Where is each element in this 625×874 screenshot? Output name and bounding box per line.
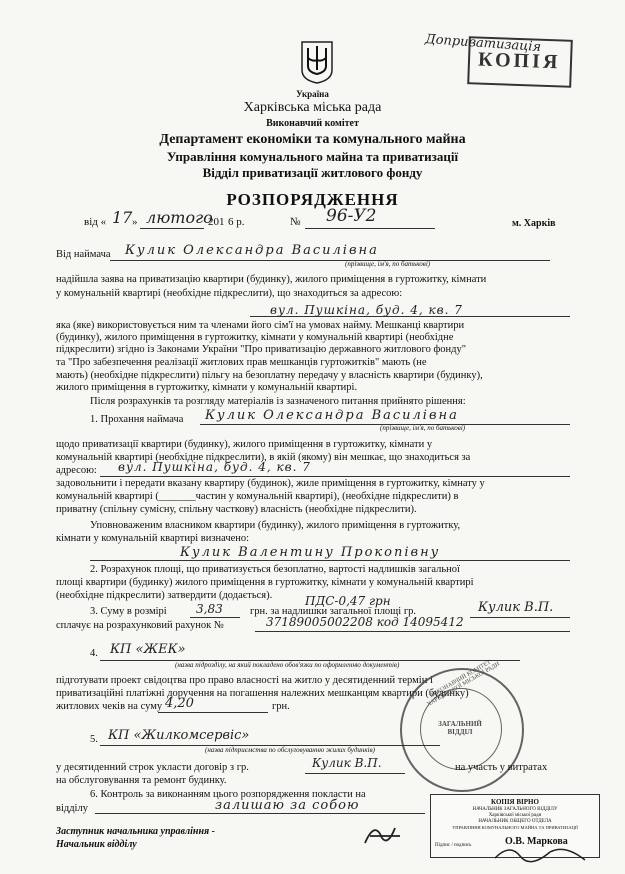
item6-line1: 6. Контроль за виконанням цього розпорядження покласти на — [90, 789, 366, 800]
item2-line1: 2. Розрахунок площі, що приватизується безоплатно, вартості надлишків загальної — [90, 564, 460, 575]
stamp-handwriting: Доприватизація — [424, 31, 542, 56]
document-title: РОЗПОРЯДЖЕННЯ — [226, 190, 399, 209]
item4-value: КП «ЖЕК» — [110, 642, 186, 657]
copy-stamp-l5: УПРАВЛІННЯ КОМУНАЛЬНОГО МАЙНА ТА ПРИВАТИЗАЦІЇ — [452, 825, 578, 830]
item1-line7: Уповноваженим власником квартири (будинку), жилого приміщення в гуртожитку, — [90, 520, 461, 531]
signer-position-2: Начальник відділу — [56, 839, 137, 850]
stamp-print-text: КОПІЯ — [477, 48, 561, 74]
item4-line1: підготувати проект свідоцтва про право власності на житло у десятиденний термін і — [56, 675, 433, 686]
item5-label: 5. — [90, 734, 98, 745]
item6-line2a: відділу — [56, 803, 88, 814]
item1-line8: кімнати у комунальній квартирі визначено: — [56, 533, 250, 544]
copy-stamp-l6: Підпис / подпись — [435, 843, 472, 848]
item5-line1a: у десятиденний строк укласти договір з гр. — [56, 762, 249, 773]
item1-label: 1. Прохання наймача — [90, 414, 184, 425]
item3-person: Кулик В.П. — [478, 600, 554, 615]
from-caption: (прізвище, ім'я, по батькові) — [345, 260, 431, 268]
item3-sum: 3,83 — [196, 602, 223, 616]
from-name: Кулик Олександра Василівна — [125, 243, 379, 258]
item4-line3a: житлових чеків на суму — [56, 701, 163, 712]
para1-line8: жилого приміщення в гуртожитку, кімнати у комунальній квартирі. — [56, 382, 358, 393]
signer-position-1: Заступник начальника управління - — [56, 826, 216, 837]
date-month: лютого — [146, 208, 213, 227]
para1-line5: підкреслити) згідно із Законами України "Про приватизацію державного житлового фонду" — [56, 344, 467, 355]
item5-line1b: на участь у витратах — [455, 762, 548, 773]
signature-mark — [360, 818, 410, 848]
copy-stamp-l2: НАЧАЛЬНИК ЗАГАЛЬНОГО ВІДДІЛУ — [472, 807, 558, 812]
signer-name: О.В. Маркова — [505, 836, 568, 847]
para1-line6: та "Про забезпечення реалізації житлових прав мешканців гуртожитків" мають (не — [56, 357, 427, 368]
address-1: вул. Пушкіна, буд. 4, кв. 7 — [270, 303, 463, 317]
header-committee: Виконавчий комітет — [266, 118, 359, 129]
item4-line2: приватизаційні платіжні доручення на погашення належних мешканцям квартири (будинку) — [56, 688, 469, 699]
header-department: Департамент економіки та комунального майна — [159, 132, 466, 147]
item1-name: Кулик Олександра Василівна — [205, 408, 459, 423]
seal-center-text: ЗАГАЛЬНИЙ ВІДДІЛ — [438, 720, 482, 736]
date-year-pre: 201 — [208, 216, 225, 228]
item5-value: КП «Жилкомсервіс» — [108, 728, 250, 743]
item5-line2: на обслуговування та ремонт будинку. — [56, 775, 227, 786]
address-2: вул. Пушкіна, буд. 4, кв. 7 — [118, 460, 311, 474]
para1-line2: у комунальній квартирі (необхідне підкреслити), що знаходиться за адресою: — [56, 288, 403, 299]
date-prefix: від « — [84, 216, 107, 228]
item4-caption: (назва підрозділу, на який покладено обов'язки по оформленню документів) — [175, 661, 400, 669]
item3-text: грн. за надлишки загальної площі гр. — [250, 606, 416, 617]
document-number: 96-У2 — [326, 206, 377, 226]
date-day: 17 — [112, 208, 133, 227]
item1-line2: комунальній квартирі (необхідне підкреслити), в якій (якому) він мешкає, що знаходиться за — [56, 452, 471, 463]
item1-line1: щодо приватизації квартири (будинку), жилого приміщення в гуртожитку, кімнати у — [56, 439, 433, 450]
para1-line3: яка (яке) використовується ним та членами його сім'ї на умовах найму. Мешканці квартири — [56, 320, 465, 331]
item4-label: 4. — [90, 648, 98, 659]
item3-account: 37189005002208 код 14095412 — [266, 615, 464, 629]
item5-caption: (назва підприємства по обслуговуванню жилих будинків) — [205, 746, 375, 754]
city: м. Харків — [512, 218, 556, 229]
number-label: № — [290, 216, 301, 228]
date-year-suf: 6 р. — [228, 216, 245, 228]
copy-stamp-l3: Харківської міської ради — [488, 813, 542, 818]
para1-line1: надійшла заява на приватизацію квартири (будинку), жилого приміщення в гуртожитку, кімнати — [56, 274, 487, 285]
header-office: Управління комунального майна та приватизації — [166, 149, 459, 164]
item1-line6: приватну (спільну сумісну, спільну часткову) власність (необхідне підкреслити). — [56, 504, 417, 515]
item1-line5: комунальній квартирі (_______частин у комунальній квартирі), (необхідне підкреслити) в — [56, 491, 459, 502]
item2-line2: площі квартири (будинку) жилого приміщення в гуртожитку, кімнати у комунальній квартирі — [56, 577, 474, 588]
item2-handwriting: ПДС-0,47 грн — [305, 594, 391, 608]
seal-ring-text: ВИКОНАВЧИЙ КОМІТЕТ ХАРКІВСЬКОЇ МІСЬКОЇ РАДИ — [426, 659, 501, 708]
para1-line9: Після розрахунків та розгляду матеріалів із зазначеного питання прийнято рішення: — [90, 396, 466, 407]
header-council: Харківська міська рада — [243, 100, 382, 115]
item1-caption: (прізвище, ім'я, по батькові) — [380, 424, 466, 432]
item1-line4: задовольнити і передати вказану квартиру (будинок), жиле приміщення в гуртожитку, кімнату у — [56, 478, 485, 489]
item4-line3b: грн. — [272, 701, 290, 712]
copy-stamp-l4: НАЧАЛЬНИК ОБЩЕГО ОТДЕЛА — [478, 819, 552, 824]
copy-stamp-l1: КОПІЯ ВІРНО — [491, 798, 539, 806]
header-country: Україна — [296, 89, 329, 99]
date-sep: » — [132, 216, 138, 228]
copy-signature-mark — [490, 838, 590, 868]
from-label: Від наймача — [56, 249, 111, 260]
item5-person: Кулик В.П. — [312, 756, 382, 770]
item3-line2: сплачує на розрахунковий рахунок № — [56, 620, 224, 631]
item1-line3: адресою: — [56, 465, 97, 476]
item2-line3: (необхідне підкреслити) затвердити (додається). — [56, 590, 273, 601]
item1-owner: Кулик Валентину Прокопівну — [180, 545, 441, 560]
item3-label: 3. Суму в розмірі — [90, 606, 167, 617]
para1-line4: (будинку), жилого приміщення в гуртожитку, кімнати у комунальній квартирі (необхідне — [56, 332, 454, 343]
item6-handwriting: залишаю за собою — [215, 798, 360, 813]
item4-amount: 4,20 — [165, 696, 194, 711]
trident-icon — [300, 40, 334, 84]
header-division: Відділ приватизації житлового фонду — [202, 165, 423, 180]
para1-line7: мають) (необхідне підкреслити) пільгу на безоплатну передачу у власність квартири (будинку), — [56, 370, 483, 381]
